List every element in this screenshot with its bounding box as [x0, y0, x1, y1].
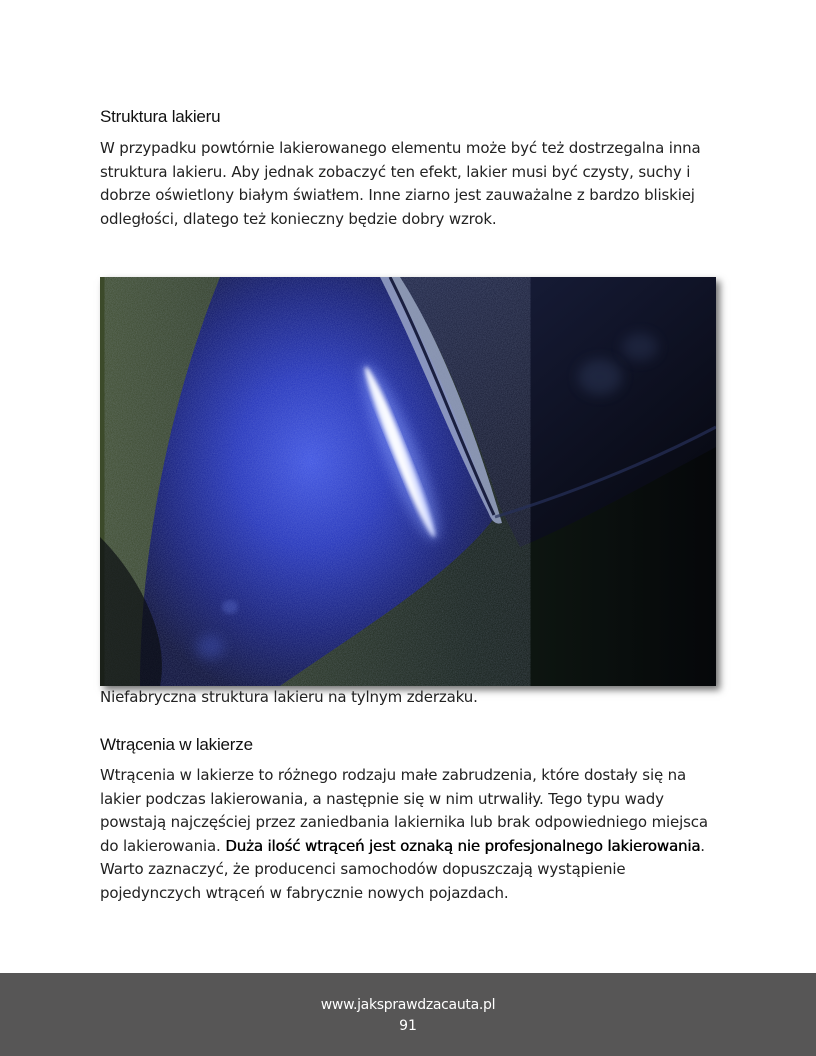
- section-title-paint-structure: Struktura lakieru: [100, 107, 221, 126]
- paint-closeup-photo: [100, 277, 716, 686]
- section-title-inclusions: Wtrącenia w lakierze: [100, 735, 253, 754]
- inclusions-text-part1: Wtrącenia w lakierze to różnego rodzaju małe zabrudzenia, które dostały się na lakier podczas lakierowania, a następnie się w nim utrwaliły. Tego typu wady powstają najczęściej przez zaniedbania lakiernika lub brak odpowiedniego miejsca do lakierowania.: [100, 766, 708, 855]
- photo-caption: Niefabryczna struktura lakieru na tylnym zderzaku.: [100, 688, 478, 706]
- footer-website-url: www.jaksprawdzacauta.pl: [320, 997, 496, 1013]
- paint-structure-paragraph: W przypadku powtórnie lakierowanego elementu może być też dostrzegalna inna struktura lakieru. Aby jednak zobaczyć ten efekt, lakier musi być czysty, suchy i dobrze oświetlony białym światłem. Inne ziarno jest zauważalne z bardzo bliskiej odległości, dlatego też konieczny będzie dobry wzrok.: [100, 139, 701, 228]
- page-footer: [0, 973, 816, 1056]
- inclusions-paragraph: [100, 764, 720, 905]
- inclusions-text-bold: Duża ilość wtrąceń jest oznaką nie profesjonalnego lakierowania: [225, 836, 701, 855]
- page-number: 91: [399, 1018, 417, 1034]
- inclusions-text-part2: . Warto zaznaczyć, że producenci samochodów dopuszczają wystąpienie pojedynczych wtrąceń w fabrycznie nowych pojazdach.: [100, 836, 705, 902]
